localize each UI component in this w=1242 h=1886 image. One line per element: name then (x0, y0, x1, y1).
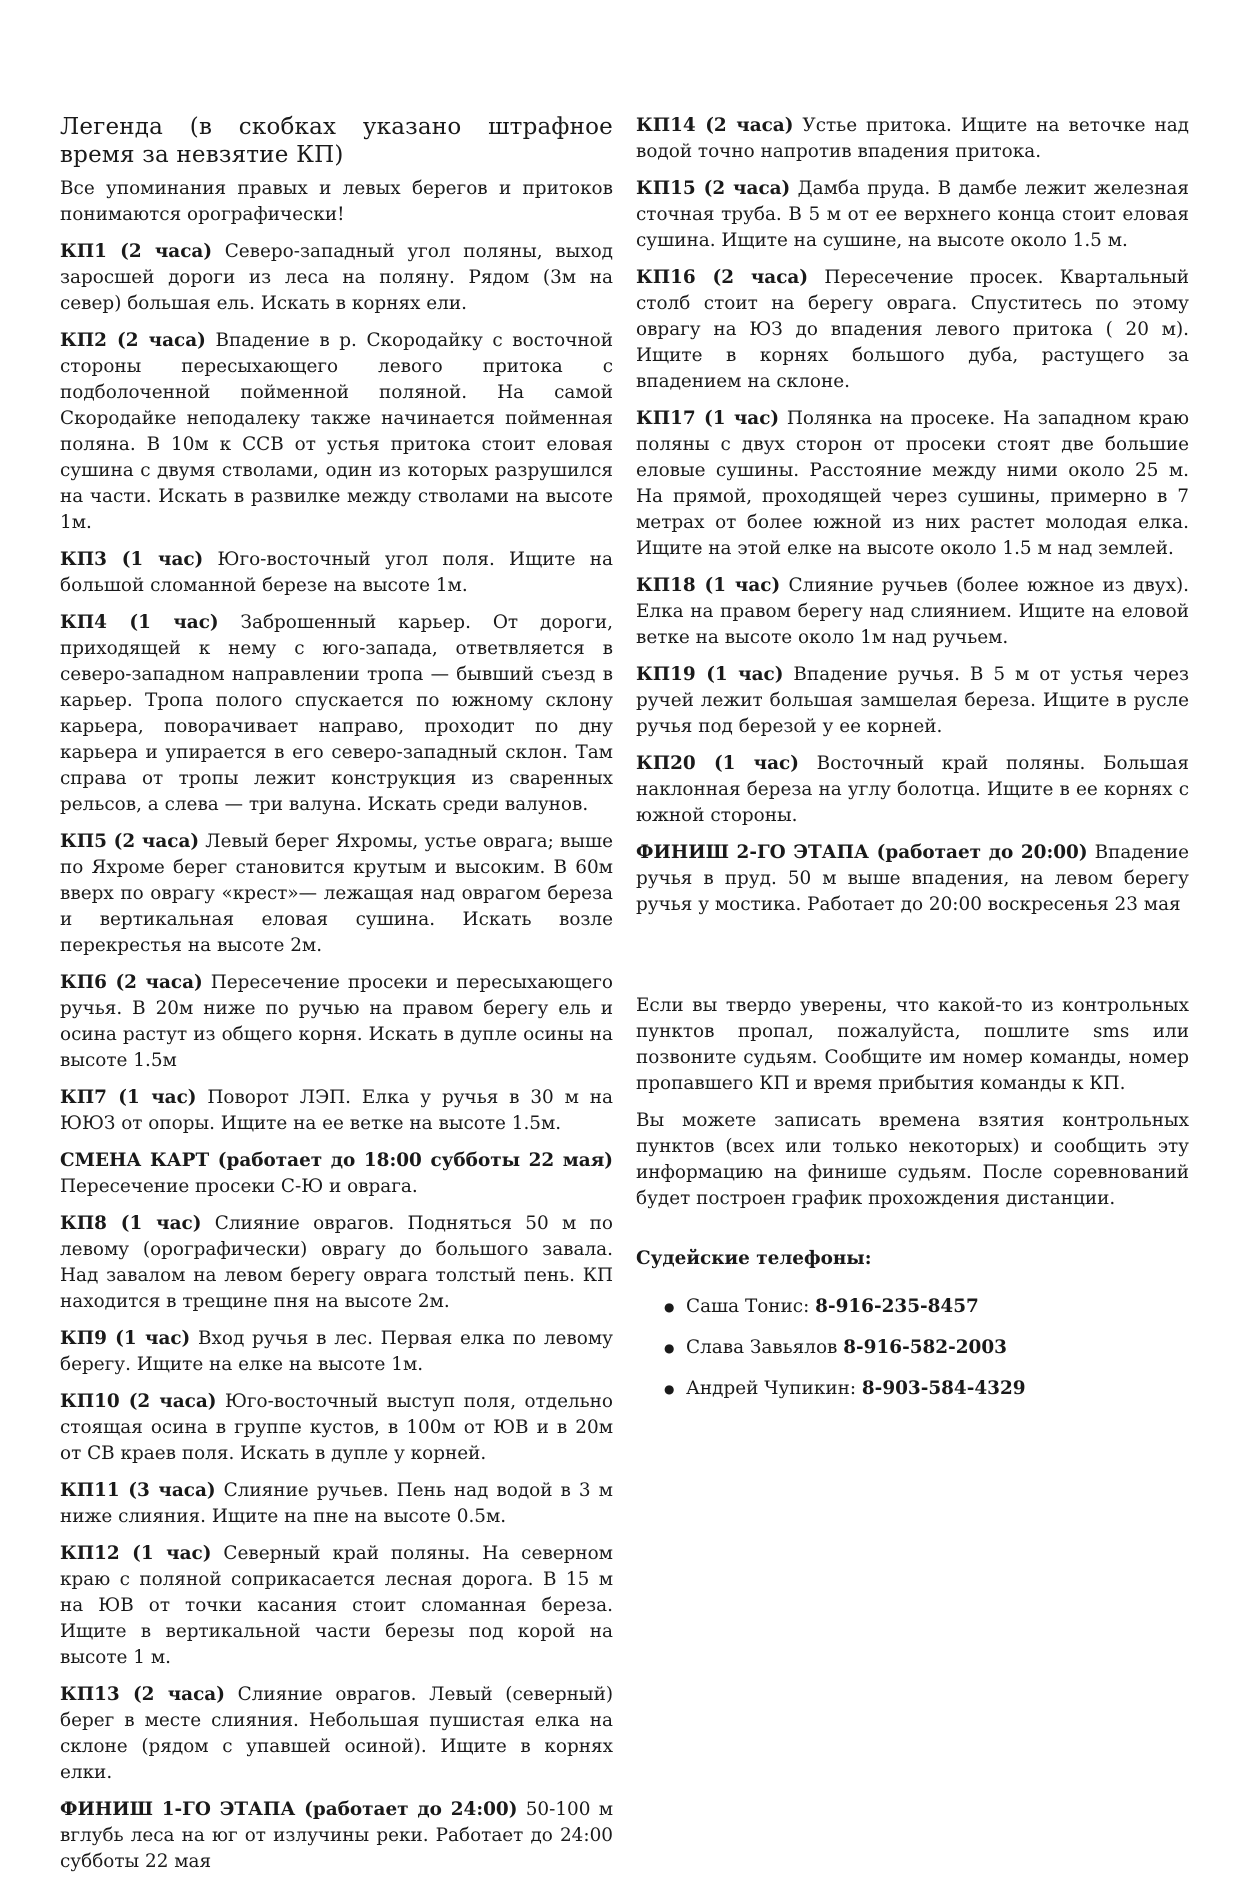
checkpoint-label: КП11 (3 часа) (60, 1480, 216, 1501)
checkpoint-label: КП20 (1 час) (636, 753, 799, 774)
phone-number: 8-916-235-8457 (815, 1296, 979, 1317)
checkpoint-label: ФИНИШ 1-ГО ЭТАПА (работает до 24:00) (60, 1799, 518, 1820)
checkpoint-label: КП10 (2 часа) (60, 1391, 217, 1412)
left-entries-list (60, 239, 613, 1875)
checkpoint-description: Впадение ручья в пруд. 50 м выше впадения, на левом берегу ручья у мостика. Работает до 20:00 воскресенья 23 мая (636, 842, 1189, 915)
checkpoint-description: Северо-западный угол поляны, выход заросшей дороги из леса на поляну. Рядом (3м на север) большая ель. Искать в корнях ели. (60, 241, 613, 314)
checkpoint-description: Заброшенный карьер. От дороги, приходящей к нему с юго-запада, ответвляется в северо-западном направлении тропа — бывший съезд в карьер. Тропа полого спускается по южному склону карьера, поворачивает направо, проходит по дну карьера и упирается в его северо-западный склон. Там справа от тропы лежит конструкция из сваренных рельсов, а слева — три валуна. Искать среди валунов. (60, 612, 613, 815)
checkpoint-label: КП2 (2 часа) (60, 330, 206, 351)
legend-title: Легенда (в скобках указано штрафное время за невзятие КП) (60, 114, 613, 168)
checkpoint-label: КП4 (1 час) (60, 612, 219, 633)
legend-entry (60, 1211, 613, 1315)
checkpoint-label: КП7 (1 час) (60, 1087, 197, 1108)
judge-name: Слава Завьялов (686, 1337, 838, 1358)
phones-list (636, 1294, 1189, 1402)
legend-entry (60, 1541, 613, 1671)
legend-entry (636, 406, 1189, 562)
checkpoint-description: Дамба пруда. В дамбе лежит железная сточная труба. В 5 м от ее верхнего конца стоит еловая сушина. Ищите на сушине, на высоте около 1.5 м. (636, 178, 1190, 251)
legend-entry (60, 1148, 613, 1200)
checkpoint-description: Восточный край поляны. Большая наклонная береза на углу болотца. Ищите в ее корнях с южной стороны. (636, 753, 1189, 826)
checkpoint-description: Пересечение просек. Квартальный столб стоит на берегу оврага. Спуститесь по этому оврагу на ЮЗ до впадения левого притока ( 20 м). Ищите в корнях большого дуба, растущего за впадением на склоне. (636, 267, 1190, 392)
legend-entry (60, 970, 613, 1074)
legend-entry (60, 328, 613, 536)
judge-name: Саша Тонис: (686, 1296, 810, 1317)
checkpoint-label: КП19 (1 час) (636, 664, 784, 685)
phone-number: 8-916-582-2003 (843, 1337, 1007, 1358)
checkpoint-label: КП15 (2 часа) (636, 178, 791, 199)
checkpoint-label: ФИНИШ 2-ГО ЭТАПА (работает до 20:00) (636, 842, 1088, 863)
right-column (636, 113, 1189, 1417)
phone-item (664, 1335, 1189, 1361)
bullet-icon: ● (664, 1382, 675, 1396)
legend-entry (60, 547, 613, 599)
checkpoint-description: Впадение ручья. В 5 м от устья через ручей лежит большая замшелая береза. Ищите в русле ручья под березой у ее корней. (636, 664, 1189, 737)
legend-entry (60, 1085, 613, 1137)
legend-entry (60, 829, 613, 959)
checkpoint-description: Пересечение просеки и пересыхающего ручья. В 20м ниже по ручью на правом берегу ель и осина растут из общего корня. Искать в дупле осины на высоте 1.5м (60, 972, 613, 1071)
legend-entry (636, 662, 1189, 740)
checkpoint-label: СМЕНА КАРТ (работает до 18:00 субботы 22 мая) (60, 1150, 613, 1171)
checkpoint-label: КП1 (2 часа) (60, 241, 213, 262)
checkpoint-label: КП3 (1 час) (60, 549, 204, 570)
phones-heading: Судейские телефоны: (636, 1248, 872, 1269)
legend-entry (636, 751, 1189, 829)
checkpoint-label: КП16 (2 часа) (636, 267, 809, 288)
legend-entry (636, 113, 1189, 165)
checkpoint-description: Слияние оврагов. Левый (северный) берег в месте слияния. Небольшая пушистая елка на склоне (рядом с упавшей осиной). Ищите в корнях елки. (60, 1684, 613, 1783)
bullet-icon: ● (664, 1341, 675, 1355)
legend-entry (60, 1682, 613, 1786)
legend-entry (60, 239, 613, 317)
checkpoint-label: КП13 (2 часа) (60, 1684, 225, 1705)
checkpoint-description: 50-100 м вглубь леса на юг от излучины реки. Работает до 24:00 субботы 22 мая (60, 1799, 613, 1872)
checkpoint-description: Поворот ЛЭП. Елка у ручья в 30 м на ЮЮЗ от опоры. Ищите на ее ветке на высоте 1.5м. (60, 1087, 613, 1134)
checkpoint-description: Юго-восточный выступ поля, отдельно стоящая осина в группе кустов, в 100м от ЮВ и в 20м от СВ краев поля. Искать в дупле у корней. (60, 1391, 613, 1464)
phone-item (664, 1294, 1189, 1320)
legend-entry (60, 1326, 613, 1378)
checkpoint-label: КП9 (1 час) (60, 1328, 191, 1349)
legend-entry (60, 1797, 613, 1875)
left-column (60, 113, 613, 1886)
checkpoint-label: КП8 (1 час) (60, 1213, 202, 1234)
checkpoint-description: Левый берег Яхромы, устье оврага; выше по Яхроме берег становится крутым и высоким. В 60м вверх по оврагу «крест»— лежащая над оврагом береза и вертикальная еловая сушина. Искать возле перекрестья на высоте 2м. (60, 831, 613, 956)
checkpoint-label: КП17 (1 час) (636, 408, 780, 429)
record-times-note: Вы можете записать времена взятия контрольных пунктов (всех или только некоторых) и сообщить эту информацию на финише судьям. После соревнований будет построен график прохождения дистанции. (636, 1110, 1189, 1209)
checkpoint-description: Слияние ручьев (более южное из двух). Елка на правом берегу над слиянием. Ищите на еловой ветке на высоте около 1м над ручьем. (636, 575, 1189, 648)
legend-entry (636, 176, 1189, 254)
checkpoint-description: Слияние оврагов. Подняться 50 м по левому (орографически) оврагу до большого завала. Над завалом на левом берегу оврага толстый пень. КП находится в трещине пня на высоте 2м. (60, 1213, 613, 1312)
checkpoint-label: КП14 (2 часа) (636, 115, 794, 136)
legend-entry (60, 610, 613, 818)
checkpoint-description: Слияние ручьев. Пень над водой в 3 м ниже слияния. Ищите на пне на высоте 0.5м. (60, 1480, 613, 1527)
checkpoint-description: Пересечение просеки С-Ю и оврага. (60, 1176, 418, 1197)
legend-entry (636, 573, 1189, 651)
checkpoint-description: Юго-восточный угол поля. Ищите на большой сломанной березе на высоте 1м. (60, 549, 613, 596)
phone-number: 8-903-584-4329 (861, 1378, 1026, 1399)
missing-kp-note: Если вы твердо уверены, что какой-то из контрольных пунктов пропал, пожалуйста, пошлите sms или позвоните судьям. Сообщите им номер команды, номер пропавшего КП и время прибытия команды к КП. (636, 995, 1189, 1094)
checkpoint-label: КП6 (2 часа) (60, 972, 203, 993)
judge-name: Андрей Чупикин: (686, 1378, 857, 1399)
checkpoint-description: Вход ручья в лес. Первая елка по левому берегу. Ищите на елке на высоте 1м. (60, 1328, 613, 1375)
checkpoint-description: Полянка на просеке. На западном краю поляны с двух сторон от просеки стоят две большие еловые сушины. Расстояние между ними около 25 м. На прямой, проходящей через сушины, примерно в 7 метрах от более южной из них растет молодая елка. Ищите на этой елке на высоте около 1.5 м над землей. (636, 408, 1189, 559)
legend-entry (60, 1478, 613, 1530)
legend-entry (60, 1389, 613, 1467)
checkpoint-label: КП5 (2 часа) (60, 831, 200, 852)
legend-entry (636, 265, 1189, 395)
bullet-icon: ● (664, 1300, 675, 1314)
checkpoint-description: Впадение в р. Скородайку с восточной стороны пересыхающего левого притока с подболоченной пойменной поляной. На самой Скородайке неподалеку также начинается пойменная поляна. В 10м к ССВ от устья притока стоит еловая сушина с двумя стволами, один из которых разрушился на части. Искать в развилке между стволами на высоте 1м. (60, 330, 613, 533)
checkpoint-description: Северный край поляны. На северном краю с поляной соприкасается лесная дорога. В 15 м на ЮВ от точки касания стоит сломанная береза. Ищите в вертикальной части березы под корой на высоте 1 м. (60, 1543, 613, 1668)
checkpoint-label: КП12 (1 час) (60, 1543, 212, 1564)
checkpoint-label: КП18 (1 час) (636, 575, 781, 596)
checkpoint-description: Устье притока. Ищите на веточке над водой точно напротив впадения притока. (636, 115, 1190, 162)
legend-entry (636, 840, 1189, 918)
legend-intro: Все упоминания правых и левых берегов и притоков понимаются орографически! (60, 178, 613, 225)
phone-item (664, 1376, 1189, 1402)
right-entries-list (636, 113, 1189, 918)
